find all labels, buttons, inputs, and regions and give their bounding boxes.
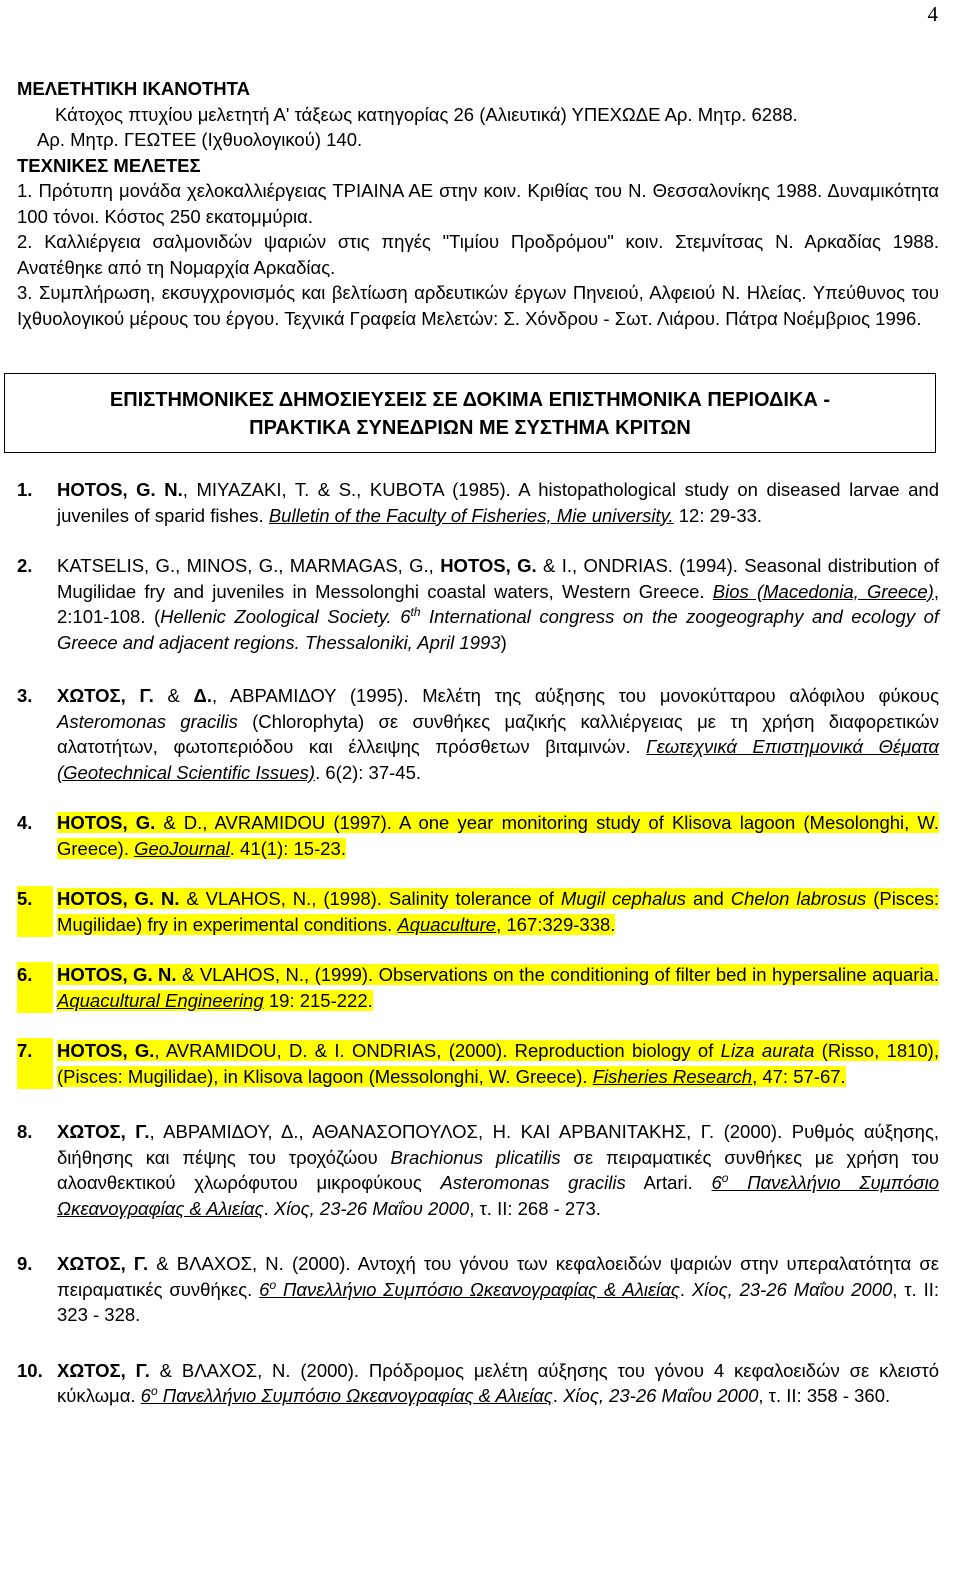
author-bold: HOTOS, G. N.: [57, 479, 183, 500]
highlighted-citation: HOTOS, G., AVRAMIDOU, D. & I. ONDRIAS, (2000). Reproduction biology of Liza aurata (Risso, 1810), (Pisces: Mugilidae), in Klisova lagoon (Messolonghi, W. Greece). Fisheries Research, 47: 57-67.: [57, 1040, 939, 1087]
highlighted-citation: HOTOS, G. N. & VLAHOS, N., (1998). Salinity tolerance of Mugil cephalus and Chelon labrosus (Pisces: Mugilidae) fry in experimental conditions. Aquaculture, 167:329-338.: [57, 888, 939, 935]
publications-header-line1: ΕΠΙΣΤΗΜΟΝΙΚΕΣ ΔΗΜΟΣΙΕΥΣΕΙΣ ΣΕ ΔΟΚΙΜΑ ΕΠΙΣΤΗΜΟΝΙΚΑ ΠΕΡΙΟΔΙΚΑ -: [109, 389, 831, 411]
meletitiki-line1: Κάτοχος πτυχίου μελετητή Α' τάξεως κατηγορίας 26 (Αλιευτικά) ΥΠΕΧΩΔΕ Αρ. Μητρ. 6288.: [55, 103, 798, 125]
citation-text: (Chlorophyta) σε συνθήκες μαζικής καλλιέργειας με τη χρήση διαφορετικών αλατοτήτων, φωτοπεριόδου και έλλειψης πρόσθετων βιταμινών.: [57, 710, 940, 757]
citation-tail: , τ. ΙΙ: 358 - 360.: [758, 1385, 891, 1406]
conference-name: Hellenic Zoological Society. 6: [160, 606, 411, 627]
citation-text: & ΒΛΑΧΟΣ, Ν. (2000). Αντοχή του γόνου των κεφαλοειδών ψαριών στην υπεραλατότητα σε πειραματικές συνθήκες.: [57, 1253, 939, 1300]
citation-text: , 2:101-108. (: [57, 580, 939, 627]
publications-header-line2: ΠΡΑΚΤΙΚΑ ΣΥΝΕΔΡΙΩΝ ΜΕ ΣΥΣΤΗΜΑ ΚΡΙΤΩΝ: [249, 417, 691, 439]
citation-tail: ): [500, 631, 507, 653]
document-body: [17, 76, 939, 1409]
section-title-technikes: ΤΕΧΝΙΚΕΣ ΜΕΛΕΤΕΣ: [17, 154, 201, 176]
publication-number: 2.: [17, 555, 33, 576]
meletitiki-line2: Αρ. Μητρ. ΓΕΩΤΕΕ (Ιχθυολογικού) 140.: [37, 129, 363, 150]
citation-text: , MIYAZAKI, T. & S., KUBOTA (1985). A histopathological study on diseased larvae and juveniles of sparid fishes.: [57, 479, 939, 526]
publication-3: [17, 683, 939, 785]
technikes-item-1: 1. Πρότυπη μονάδα χελοκαλλιέργειας ΤΡΙΑΙΝΑ ΑΕ στην κοιν. Κριθίας του Ν. Θεσσαλονίκης 1988. Δυναμικότητα 100 τόνοι. Κόστος 250 εκατομμύρια.: [17, 180, 939, 227]
citation-text: σε πειραματικές συνθήκες με χρήση του αλοανθεκτικού χλωρόφυτου μικροφύκους: [57, 1146, 939, 1193]
publication-6: [17, 962, 939, 1013]
publication-number: 7.: [17, 1038, 53, 1089]
section-title-meletitiki: ΜΕΛΕΤΗΤΙΚΗ ΙΚΑΝΟΤΗΤΑ: [17, 78, 250, 99]
species-name: Brachionus plicatilis: [390, 1146, 561, 1168]
conference-place: Χίος, 23-26 Μαΐου 2000: [273, 1197, 470, 1219]
author-bold: ΧΩΤΟΣ, Γ.: [57, 1121, 150, 1142]
citation-tail: 12: 29-33.: [673, 504, 763, 526]
publication-number: 1.: [17, 479, 33, 500]
conference-name: $6^o$ Πανελλήνιο Συμπόσιο Ωκεανογραφίας & Αλιείας: [140, 1383, 553, 1406]
journal-name: Bulletin of the Faculty of Fisheries, Mie university.: [268, 504, 674, 526]
publication-7: [17, 1038, 939, 1089]
citation-text: & ΒΛΑΧΟΣ, Ν. (2000). Πρόδρομος μελέτη αύξησης του γόνου 4 κεφαλοειδών σε κλειστό κύκλωμα.: [57, 1359, 939, 1406]
publication-number: 6.: [17, 962, 53, 1013]
conference-name: $6^o$ Πανελλήνιο Συμπόσιο Ωκεανογραφίας & Αλιείας: [259, 1277, 680, 1300]
author-bold: ΧΩΤΟΣ, Γ.: [57, 1253, 149, 1274]
citation-text: .: [263, 1197, 274, 1219]
citation-text: .: [679, 1278, 692, 1300]
journal-name: Γεωτεχνικά Επιστημονικά Θέματα (Geotechnical Scientific Issues): [57, 736, 939, 783]
publication-number: 5.: [17, 886, 53, 937]
publication-number: 8.: [17, 1121, 33, 1142]
author-bold: ΧΩΤΟΣ, Γ.: [57, 1359, 150, 1381]
species-name: Asteromonas gracilis: [57, 710, 238, 732]
conference-place: Χίος, 23-26 Μαΐου 2000: [563, 1385, 759, 1406]
publication-1: [17, 477, 939, 528]
publication-5: [17, 886, 939, 937]
author-bold: Δ.: [193, 685, 212, 706]
publication-number: 3.: [17, 685, 33, 706]
publication-8: [17, 1119, 939, 1221]
citation-text: .: [552, 1385, 564, 1406]
page-number: 4: [927, 2, 938, 26]
publication-2: [17, 553, 939, 655]
publication-10: [17, 1358, 939, 1409]
technikes-item-2: 2. Καλλιέργεια σαλμονιδών ψαριών στις πηγές "Τιμίου Προδρόμου" κοιν. Στεμνίτσας Ν. Αρκαδίας 1988. Ανατέθηκε από τη Νομαρχία Αρκαδίας.: [17, 231, 939, 278]
citation-text: , ΑΒΡΑΜΙΔΟΥ (1995). Μελέτη της αύξησης του μονοκύτταρου αλόφιλου φύκους: [211, 685, 940, 706]
citation-tail: . 6(2): 37-45.: [315, 761, 422, 783]
citation-text: , ΑΒΡΑΜΙΔΟΥ, Δ., ΑΘΑΝΑΣΟΠΟΥΛΟΣ, Η. ΚΑΙ ΑΡΒΑΝΙΤΑΚΗΣ, Γ. (2000). Ρυθμός αύξησης, διήθησης και πέψης του τροχόζώου: [57, 1121, 939, 1168]
publication-number: 10.: [17, 1359, 43, 1381]
citation-text: KATSELIS, G., MINOS, G., MARMAGAS, G.,: [57, 555, 441, 576]
citation-text: & I., ONDRIAS. (1994). Seasonal distribution of Mugilidae fry and juveniles in Messolonghi coastal waters, Western Greece.: [57, 555, 940, 602]
publications-header-box: [4, 373, 936, 453]
publication-4: [17, 810, 939, 861]
publication-9: [17, 1251, 939, 1328]
citation-tail: , τ. ΙΙ: 268 - 273.: [469, 1197, 601, 1219]
citation-tail: , τ. ΙΙ: 323 - 328.: [57, 1278, 939, 1325]
publication-number: 4.: [17, 812, 33, 833]
journal-name: Bios (Macedonia, Greece): [712, 580, 934, 602]
conference-name-cont: International congress on the zoogeography and ecology of Greece and adjacent regions. Thessaloniki, April 1993: [57, 606, 939, 653]
author-bold: HOTOS, G.: [440, 555, 537, 576]
technikes-item-3: 3. Συμπλήρωση, εκσυγχρονισμός και βελτίωση αρδευτικών έργων Πηνειού, Αλφειού Ν. Ηλείας. Υπεύθυνος του Ιχθυολογικού μέρους του έργου. Τεχνικά Γραφεία Μελετών: Σ. Χόνδρου - Σωτ. Λιάρου. Πάτρα Νοέμβριος 1996.: [17, 282, 939, 329]
author-bold: ΧΩΤΟΣ, Γ.: [57, 685, 154, 706]
citation-text: &: [153, 685, 194, 706]
highlighted-citation: HOTOS, G. N. & VLAHOS, N., (1999). Observations on the conditioning of filter bed in hypersaline aquaria. Aquacultural Engineering 19: 215-222.: [57, 964, 939, 1011]
citation-text: Artari.: [625, 1172, 712, 1193]
conference-name: $6^o$ Πανελλήνιο Συμπόσιο Ωκεανογραφίας & Αλιείας: [57, 1170, 940, 1219]
species-name: Asteromonas gracilis: [440, 1172, 626, 1193]
publication-number: 9.: [17, 1253, 33, 1274]
ordinal-suffix: th: [410, 604, 421, 619]
conference-place: Χίος, 23-26 Μαΐου 2000: [691, 1278, 893, 1300]
highlighted-citation: HOTOS, G. & D., AVRAMIDOU (1997). A one year monitoring study of Klisova lagoon (Mesolonghi, W. Greece). GeoJournal. 41(1): 15-23.: [57, 812, 939, 859]
